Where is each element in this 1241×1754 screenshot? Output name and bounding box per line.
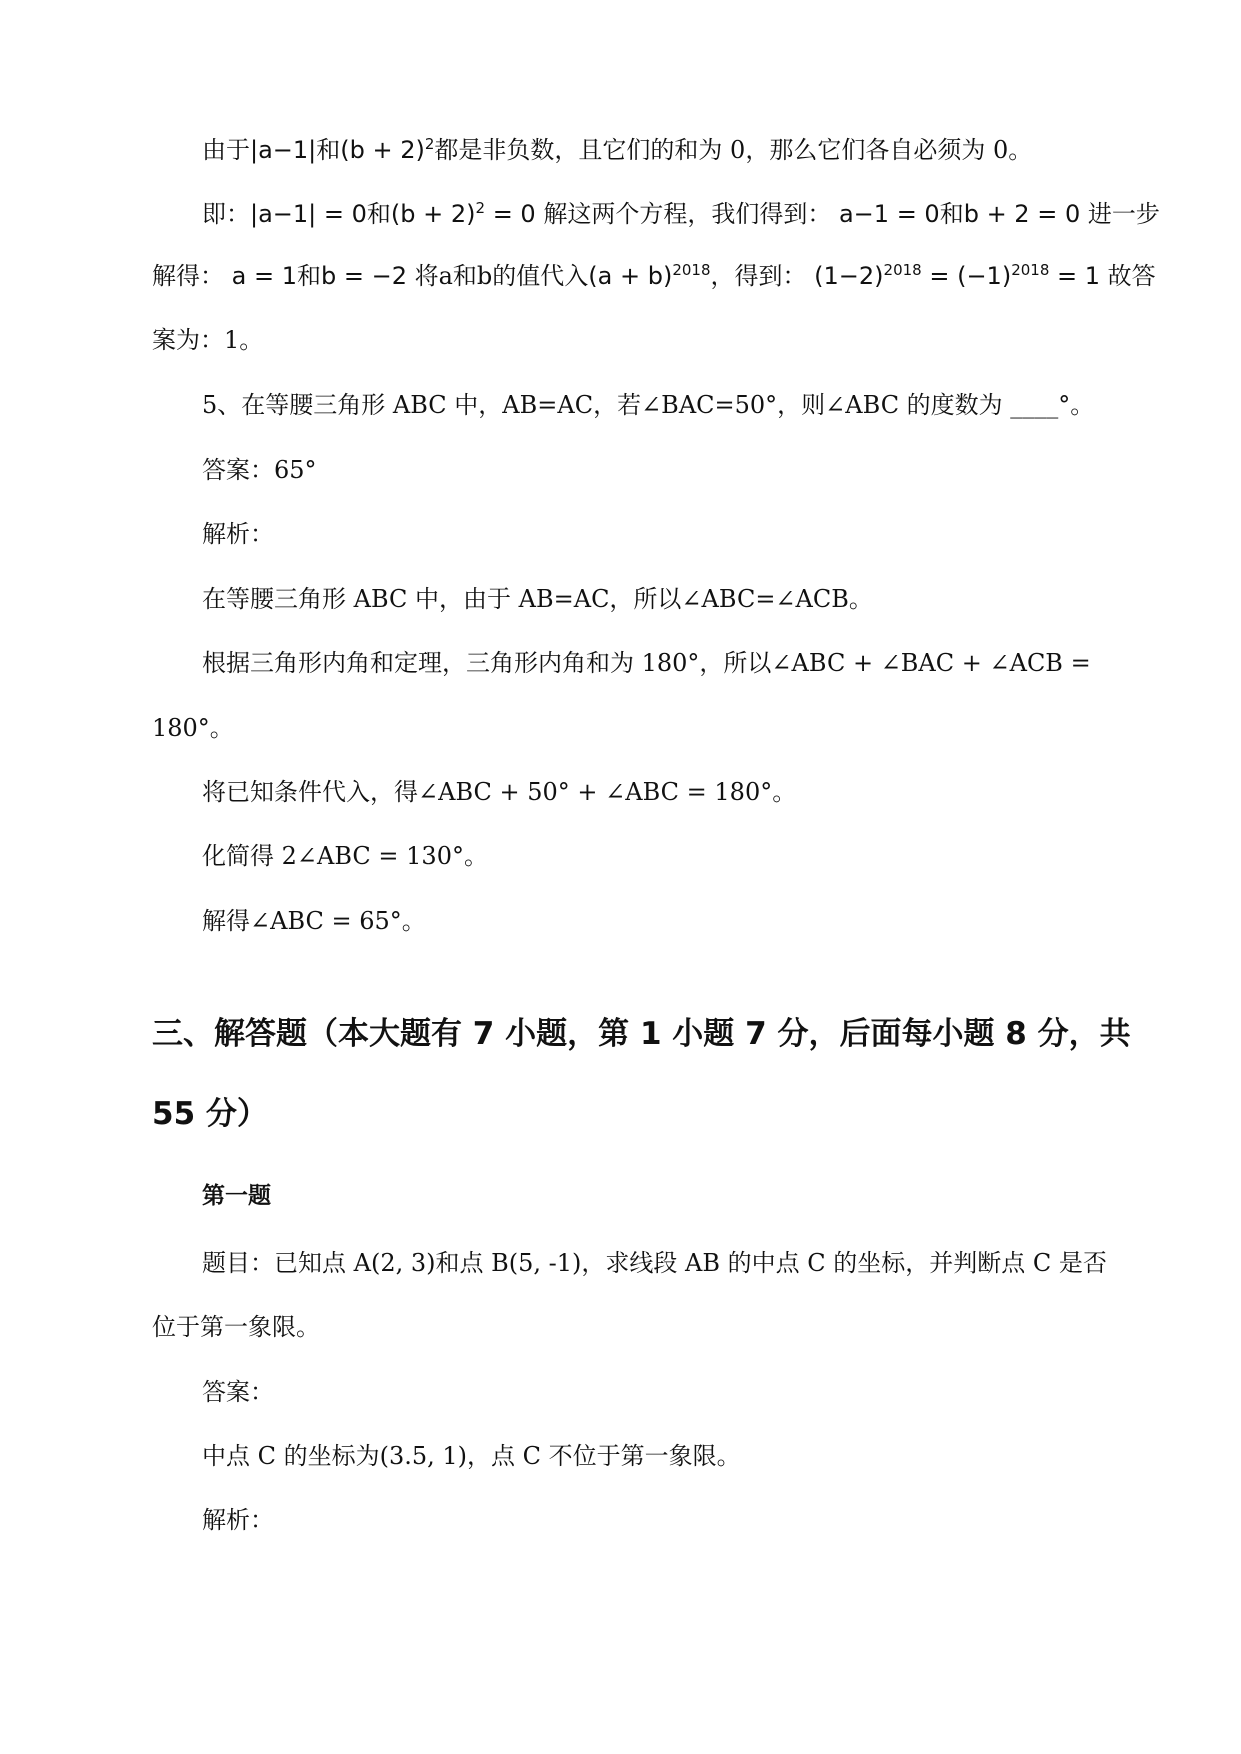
- problem-1-answer: 中点 C 的坐标为(3.5, 1)，点 C 不位于第一象限。: [202, 1442, 741, 1470]
- problem-1-question: 题目：已知点 A(2, 3)和点 B(5, -1)，求线段 AB 的中点 C 的坐标，并判断点 C 是否: [202, 1249, 1107, 1277]
- math-eq-b: b + 2 = 0: [963, 200, 1081, 228]
- question-5-step-2: 根据三角形内角和定理，三角形内角和为 180°，所以∠ABC + ∠BAC + ∠ACB =: [202, 649, 1091, 677]
- math-b-value: b = −2: [320, 262, 407, 290]
- problem-1-answer-label: 答案：: [202, 1378, 274, 1406]
- math-a-value: a = 1: [224, 262, 297, 290]
- section-3-title: 三、解答题（本大题有 7 小题，第 1 小题 7 分，后面每小题 8 分，共: [152, 1016, 1131, 1052]
- math-eq-abs: |a−1| = 0: [250, 200, 367, 228]
- question-5-analysis-label: 解析：: [202, 520, 274, 548]
- paragraph-equations: 即：|a−1| = 0和$(b + 2)^2 = 0$ 解这两个方程，我们得到： a−1 = 0和b + 2 = 0 进一步: [202, 199, 1160, 228]
- question-5-answer: 答案：65°: [202, 456, 317, 484]
- problem-1-question-continued: 位于第一象限。: [152, 1313, 320, 1341]
- paragraph-nonnegative: 由于|a−1|和$(b + 2)^2$都是非负数，且它们的和为 0，那么它们各自必须为 0。: [202, 135, 1033, 164]
- math-abs: |a−1|: [250, 136, 317, 164]
- math-square: $(b + 2)^2$: [340, 135, 435, 164]
- question-5-step-5: 解得∠ABC = 65°。: [202, 907, 426, 935]
- question-5-step-4: 化简得 2∠ABC = 130°。: [202, 842, 488, 870]
- math-eq-square: $(b + 2)^2 = 0$: [390, 199, 536, 228]
- question-5-step-3: 将已知条件代入，得∠ABC + 50° + ∠ABC = 180°。: [202, 778, 797, 806]
- math-power-expr: $(a + b)^{2018}$: [588, 261, 711, 290]
- problem-1-heading: 第一题: [202, 1183, 271, 1209]
- math-substitution: $(1-2)^{2018} = (-1)^{2018} = 1$: [806, 261, 1101, 290]
- question-5: 5、在等腰三角形 ABC 中，AB=AC，若∠BAC=50°，则∠ABC 的度数为 ____°。: [202, 391, 1095, 419]
- section-3-title-continued: 55 分）: [152, 1096, 268, 1132]
- problem-1-analysis-label: 解析：: [202, 1506, 274, 1534]
- paragraph-solution: 解得： a = 1和b = −2 将a和b的值代入$(a + b)^{2018}$，得到： $(1-2)^{2018} = (-1)^{2018} = 1$ 故答: [152, 261, 1156, 290]
- question-5-step-2-continued: 180°。: [152, 714, 234, 742]
- math-eq-a: a−1 = 0: [831, 200, 940, 228]
- question-5-step-1: 在等腰三角形 ABC 中，由于 AB=AC，所以∠ABC=∠ACB。: [202, 585, 873, 613]
- paragraph-answer-end: 案为：1。: [152, 326, 264, 354]
